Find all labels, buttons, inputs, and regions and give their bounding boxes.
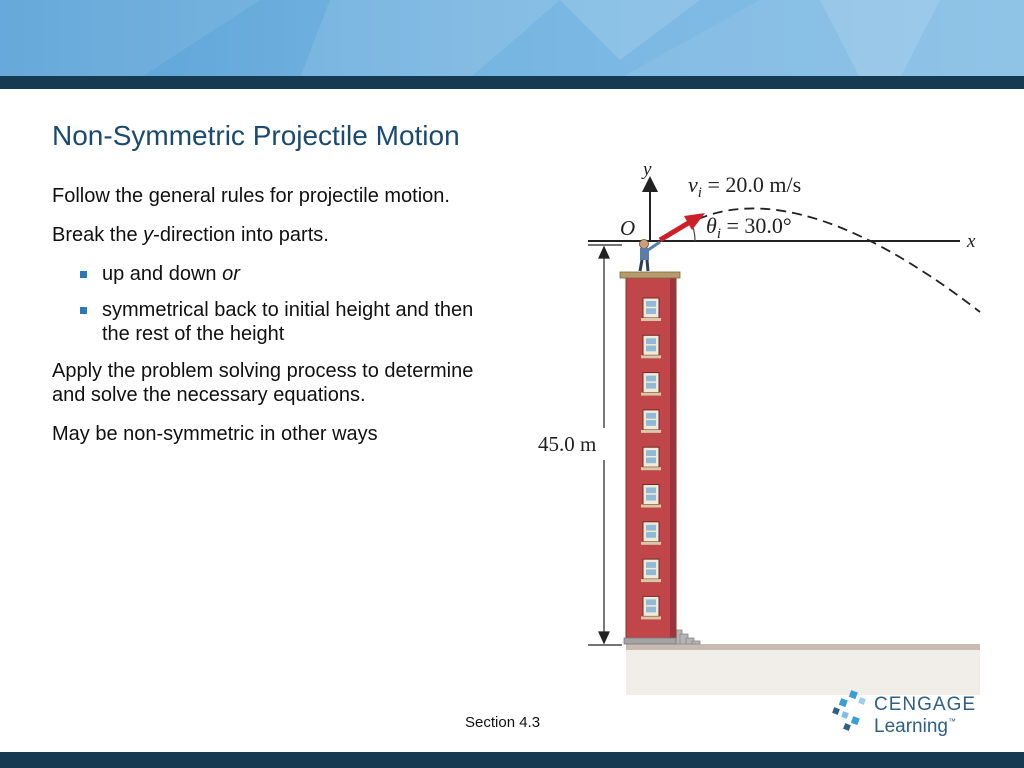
body-paragraph-2 xyxy=(52,223,482,247)
cengage-logo xyxy=(832,688,982,745)
velocity-subscript: i xyxy=(697,185,702,201)
square-bullet-icon xyxy=(80,271,87,278)
building xyxy=(620,272,680,644)
angle-value: = 30.0° xyxy=(720,213,792,238)
body-paragraph-3: Apply the problem solving process to determine and solve the necessary equations. xyxy=(52,360,474,406)
header-stripe xyxy=(0,76,1024,89)
p2-variable: y xyxy=(143,224,154,246)
angle-subscript: i xyxy=(716,226,721,242)
building-windows xyxy=(641,298,661,619)
bullet-item-2 xyxy=(102,298,482,346)
cengage-mark-icon xyxy=(832,690,866,731)
bullet-2-text: symmetrical back to initial height and then the rest of the height xyxy=(102,299,474,345)
x-axis-label: x xyxy=(967,231,976,252)
angle-symbol: θ xyxy=(706,213,717,238)
angle-label xyxy=(706,213,792,242)
logo-trademark: ™ xyxy=(947,717,956,726)
bullet-item-1 xyxy=(102,262,482,286)
ground-surface xyxy=(626,644,980,650)
window xyxy=(641,410,661,433)
square-bullet-icon xyxy=(80,307,87,314)
window xyxy=(641,447,661,470)
section-label: Section 4.3 xyxy=(465,714,541,731)
y-axis-label: y xyxy=(643,159,652,180)
logo-line-2 xyxy=(874,716,956,737)
footer-bar xyxy=(0,752,1024,768)
window xyxy=(641,522,661,545)
window xyxy=(641,335,661,358)
p2-text-after: -direction into parts. xyxy=(153,224,329,246)
person xyxy=(640,240,661,272)
slide-title: Non-Symmetric Projectile Motion xyxy=(52,120,460,151)
projectile-figure xyxy=(520,150,990,700)
building-steps xyxy=(674,630,700,644)
window xyxy=(641,298,661,321)
window xyxy=(641,485,661,508)
cengage-logo-graphic xyxy=(832,688,982,740)
p2-text-before: Break the xyxy=(52,224,144,246)
logo-line-2-text: Learning xyxy=(874,716,948,737)
velocity-label xyxy=(688,172,801,201)
slide-body xyxy=(52,184,482,461)
window xyxy=(641,373,661,396)
banner-graphic xyxy=(0,0,1024,78)
velocity-value: = 20.0 m/s xyxy=(701,172,802,197)
bullet-list xyxy=(52,262,482,346)
origin-label: O xyxy=(620,216,636,240)
body-paragraph-1: Follow the general rules for projectile motion. xyxy=(52,185,450,207)
bullet-1-emphasis: or xyxy=(222,263,240,285)
window xyxy=(641,596,661,619)
velocity-symbol: v xyxy=(688,172,698,197)
projectile-diagram xyxy=(520,150,990,695)
height-label: 45.0 m xyxy=(538,432,597,456)
logo-line-1: CENGAGE xyxy=(874,694,977,715)
velocity-arrow xyxy=(660,213,705,240)
window xyxy=(641,559,661,582)
bullet-1-text: up and down xyxy=(102,263,223,285)
header-banner xyxy=(0,0,1024,78)
body-paragraph-4: May be non-symmetric in other ways xyxy=(52,423,378,445)
